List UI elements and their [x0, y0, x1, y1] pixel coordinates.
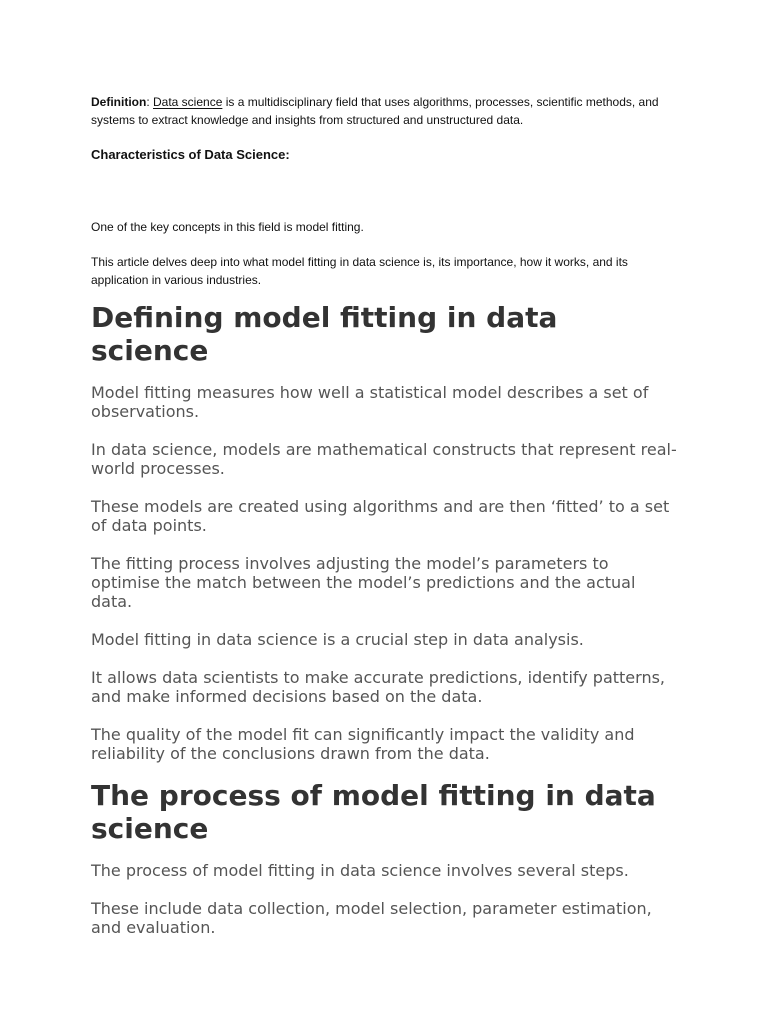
definition-paragraph — [91, 93, 681, 129]
section1-paragraph: Model fitting in data science is a crucial step in data analysis. — [91, 630, 584, 649]
section1-paragraph: The fitting process involves adjusting the model’s parameters to optimise the match between the model’s predictions and the actual data. — [91, 554, 636, 611]
key-concepts-paragraph: One of the key concepts in this field is model fitting. — [91, 220, 364, 234]
section-heading-defining-model-fitting: Defining model fitting in data science — [91, 301, 558, 367]
section2-paragraph: These include data collection, model selection, parameter estimation, and evaluation. — [91, 899, 652, 937]
characteristics-heading: Characteristics of Data Science: — [91, 147, 290, 162]
section1-paragraph: These models are created using algorithms and are then ‘fitted’ to a set of data points. — [91, 497, 670, 535]
article-intro-paragraph: This article delves deep into what model fitting in data science is, its importance, how it works, and its application in various industries. — [91, 255, 628, 287]
definition-text: is a multidisciplinary field that uses algorithms, processes, scientific methods, and systems to extract knowledge and insights from structured and unstructured data. — [91, 95, 659, 127]
section1-paragraph: It allows data scientists to make accurate predictions, identify patterns, and make informed decisions based on the data. — [91, 668, 665, 706]
section1-paragraph: Model fitting measures how well a statistical model describes a set of observations. — [91, 383, 649, 421]
definition-colon: : — [146, 95, 153, 109]
document-content — [91, 93, 681, 937]
section1-paragraph: The quality of the model fit can significantly impact the validity and reliability of the conclusions drawn from the data. — [91, 725, 635, 763]
definition-label: Definition — [91, 95, 147, 109]
section1-paragraph: In data science, models are mathematical constructs that represent real-world processes. — [91, 440, 677, 478]
data-science-link[interactable]: Data science — [153, 95, 223, 109]
section-heading-process-of-model-fitting: The process of model fitting in data science — [91, 779, 656, 845]
section2-paragraph: The process of model fitting in data science involves several steps. — [91, 861, 629, 880]
